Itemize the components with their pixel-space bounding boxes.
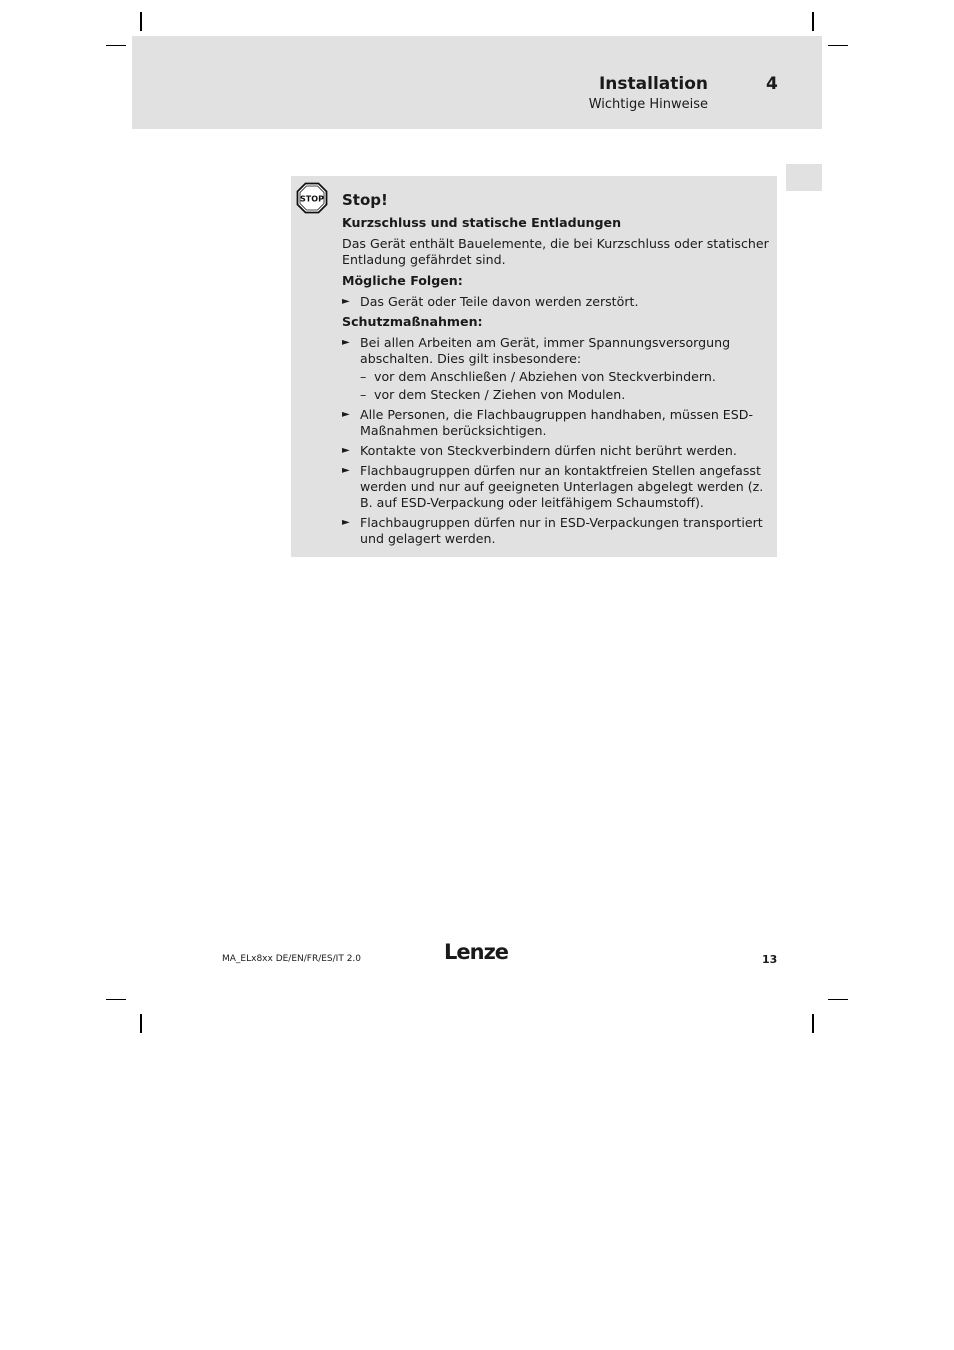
crop-mark-bottom-left — [140, 1014, 142, 1033]
measure-text: Kontakte von Steckverbindern dürfen nicht berührt werden. — [360, 443, 737, 458]
header-band — [132, 36, 822, 129]
stop-content — [342, 190, 770, 551]
measure-text: Flachbaugruppen dürfen nur an kontaktfreien Stellen angefasst werden und nur auf geeigneten Unterlagen abgelegt werden (z. B. auf ESD-Verpackung oder leitfähigem Schaumstoff). — [360, 463, 764, 510]
crop-mark-top-right — [812, 12, 814, 31]
dash-icon: – — [360, 387, 367, 402]
page-number: 13 — [762, 953, 778, 966]
chapter-subtitle: Wichtige Hinweise — [588, 97, 708, 112]
measure-item-1 — [342, 335, 770, 403]
measure-subitem — [360, 369, 770, 385]
stop-title: Stop! — [342, 191, 388, 209]
bullet-arrow-icon: ► — [342, 465, 350, 476]
document-id: MA_ELx8xx DE/EN/FR/ES/IT 2.0 — [222, 954, 362, 964]
bullet-arrow-icon: ► — [342, 296, 350, 307]
measure-text: Alle Personen, die Flachbaugruppen handhaben, müssen ESD-Maßnahmen berücksichtigen. — [360, 407, 754, 438]
consequence-item — [342, 294, 770, 310]
measure-item-3 — [342, 443, 770, 459]
measure-text: Flachbaugruppen dürfen nur in ESD-Verpackungen transportiert und gelagert werden. — [360, 515, 763, 546]
crop-mark-bottom-right-h — [828, 999, 848, 1000]
chapter-title: Installation — [598, 74, 708, 94]
lenze-logo: Lenze — [444, 940, 509, 964]
crop-mark-top-right-h — [828, 45, 848, 46]
stop-notice — [291, 176, 777, 557]
measures-label: Schutzmaßnahmen: — [342, 314, 483, 329]
bullet-arrow-icon: ► — [342, 517, 350, 528]
warning-intro: Das Gerät enthält Bauelemente, die bei Kurzschluss oder statischer Entladung gefährdet sind. — [342, 236, 769, 267]
crop-mark-bottom-left-h — [106, 999, 126, 1000]
warning-heading: Kurzschluss und statische Entladungen — [342, 215, 622, 230]
stop-sign-icon — [296, 182, 328, 214]
chapter-side-tab — [786, 164, 822, 191]
measure-item-4 — [342, 463, 770, 511]
chapter-number: 4 — [766, 74, 778, 94]
bullet-arrow-icon: ► — [342, 409, 350, 420]
bullet-arrow-icon: ► — [342, 337, 350, 348]
crop-mark-top-left — [140, 12, 142, 31]
consequences-label: Mögliche Folgen: — [342, 273, 463, 288]
stop-sign-label: STOP — [300, 194, 324, 204]
measure-subitem-text: vor dem Stecken / Ziehen von Modulen. — [374, 387, 626, 402]
measure-subitem — [360, 387, 770, 403]
consequence-text: Das Gerät oder Teile davon werden zerstört. — [360, 294, 639, 309]
crop-mark-top-left-h — [106, 45, 126, 46]
measure-item-5 — [342, 515, 770, 547]
crop-mark-bottom-right — [812, 1014, 814, 1033]
measure-item-2 — [342, 407, 770, 439]
bullet-arrow-icon: ► — [342, 445, 350, 456]
measure-subitem-text: vor dem Anschließen / Abziehen von Steckverbindern. — [374, 369, 716, 384]
dash-icon: – — [360, 369, 367, 384]
measure-text: Bei allen Arbeiten am Gerät, immer Spannungsversorgung abschalten. Dies gilt insbesondere: — [360, 335, 731, 366]
